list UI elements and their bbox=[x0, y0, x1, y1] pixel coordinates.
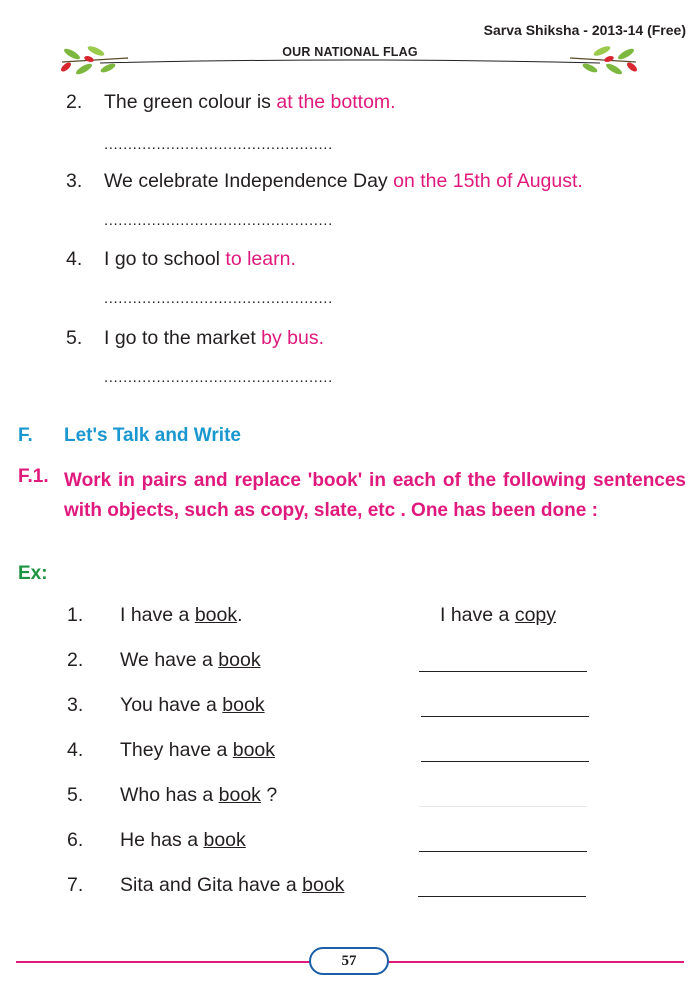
sentence-4: 4. I go to school to learn. bbox=[66, 248, 296, 270]
exercise-row-5: 5. Who has a book ? bbox=[67, 784, 687, 814]
chapter-title: OUR NATIONAL FLAG bbox=[282, 45, 418, 59]
section-f1-instruction: F.1. Work in pairs and replace 'book' in each of the following sentences with objects, such as copy, slate, etc . One has been done : bbox=[18, 466, 686, 521]
leaf-branch-icon-left bbox=[58, 42, 130, 78]
answer-blank[interactable] bbox=[419, 851, 587, 852]
series-label: Sarva Shiksha - 2013-14 (Free) bbox=[483, 22, 686, 38]
page-number: 57 bbox=[309, 947, 389, 975]
answer-line-3: ................................................ bbox=[104, 212, 333, 229]
target-word: book bbox=[218, 784, 261, 806]
header-divider bbox=[100, 58, 600, 66]
answer-blank[interactable] bbox=[419, 671, 587, 672]
answer-line-2: ................................................ bbox=[104, 136, 333, 153]
answer-text: at the bottom. bbox=[276, 91, 396, 113]
example-label: Ex: bbox=[18, 563, 48, 584]
exercise-row-6: 6. He has a book bbox=[67, 829, 687, 859]
target-word: book bbox=[222, 694, 265, 716]
answer-text: to learn. bbox=[225, 248, 296, 270]
exercise-row-7: 7. Sita and Gita have a book bbox=[67, 874, 687, 904]
answer-text: on the 15th of August. bbox=[393, 170, 583, 192]
leaf-branch-icon-right bbox=[568, 42, 640, 78]
target-word: book bbox=[232, 739, 276, 761]
answer-line-4: ................................................ bbox=[104, 290, 333, 307]
sentence-5: 5. I go to the market by bus. bbox=[66, 327, 325, 349]
target-word: book bbox=[194, 604, 238, 626]
answer-blank[interactable] bbox=[419, 806, 587, 807]
target-word: book bbox=[302, 874, 345, 896]
section-f-heading: F. Let's Talk and Write bbox=[18, 425, 241, 446]
sentence-2: 2. The green colour is at the bottom. bbox=[66, 91, 396, 113]
target-word: book bbox=[203, 829, 246, 851]
answer-blank[interactable] bbox=[421, 716, 589, 717]
exercise-row-2: 2. We have a book bbox=[67, 649, 687, 679]
exercise-row-1: 1. I have a book. I have a copy bbox=[67, 604, 557, 626]
answer-line-5: ................................................ bbox=[104, 369, 333, 386]
sentence-3: 3. We celebrate Independence Day on the 15th of August. bbox=[66, 170, 583, 192]
exercise-row-3: 3. You have a book bbox=[67, 694, 687, 724]
exercise-row-4: 4. They have a book bbox=[67, 739, 687, 769]
target-word: book bbox=[218, 649, 261, 671]
answer-blank[interactable] bbox=[418, 896, 586, 897]
answer-text: by bus. bbox=[261, 327, 325, 349]
answer-blank[interactable] bbox=[421, 761, 589, 762]
example-answer: I have a copy bbox=[440, 604, 557, 626]
